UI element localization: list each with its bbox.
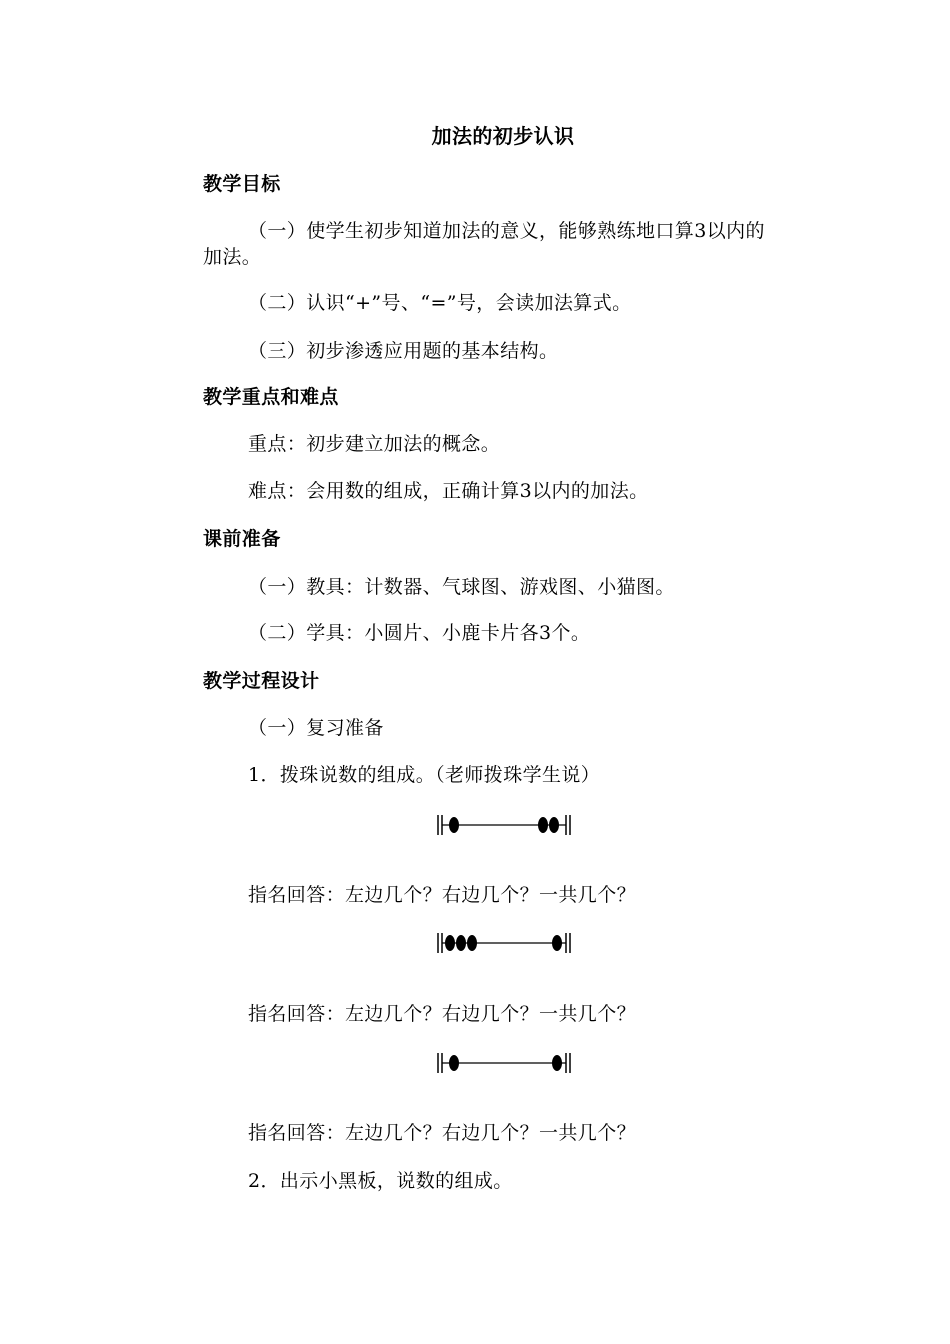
difficulty-point: 难点：会用数的组成，正确计算3以内的加法。 <box>248 480 649 502</box>
question-3: 指名回答：左边几个？右边几个？一共几个？ <box>248 1122 637 1144</box>
bead <box>538 817 548 833</box>
bead <box>552 935 562 951</box>
bead <box>456 935 466 951</box>
bead <box>449 817 459 833</box>
bead <box>467 935 477 951</box>
process-task-2: 2．出示小黑板，说数的组成。 <box>248 1170 513 1192</box>
process-task-1: 1．拨珠说数的组成。（老师拨珠学生说） <box>248 764 601 786</box>
heading-key-points: 教学重点和难点 <box>203 386 339 408</box>
goal-item-3: （三）初步渗透应用题的基本结构。 <box>248 340 559 362</box>
abacus-figure-1 <box>436 813 574 837</box>
abacus-figure-2 <box>436 931 574 955</box>
bead <box>549 817 559 833</box>
key-point: 重点：初步建立加法的概念。 <box>248 433 501 455</box>
question-2: 指名回答：左边几个？右边几个？一共几个？ <box>248 1003 637 1025</box>
heading-preparation: 课前准备 <box>203 528 281 550</box>
bead <box>449 1055 459 1071</box>
bead <box>552 1055 562 1071</box>
bead <box>445 935 455 951</box>
goal-item-1-cont: 加法。 <box>203 246 262 268</box>
page-title: 加法的初步认识 <box>431 124 575 148</box>
question-1: 指名回答：左边几个？右边几个？一共几个？ <box>248 884 637 906</box>
goal-item-2: （二）认识“+”号、“=”号，会读加法算式。 <box>248 292 632 314</box>
prep-item-1: （一）教具：计数器、气球图、游戏图、小猫图。 <box>248 576 675 598</box>
heading-goals: 教学目标 <box>203 173 281 195</box>
prep-item-2: （二）学具：小圆片、小鹿卡片各3个。 <box>248 622 591 644</box>
process-step-1: （一）复习准备 <box>248 717 384 739</box>
abacus-figure-3 <box>436 1051 574 1075</box>
heading-process: 教学过程设计 <box>203 670 320 692</box>
goal-item-1: （一）使学生初步知道加法的意义，能够熟练地口算3以内的 <box>248 220 765 242</box>
